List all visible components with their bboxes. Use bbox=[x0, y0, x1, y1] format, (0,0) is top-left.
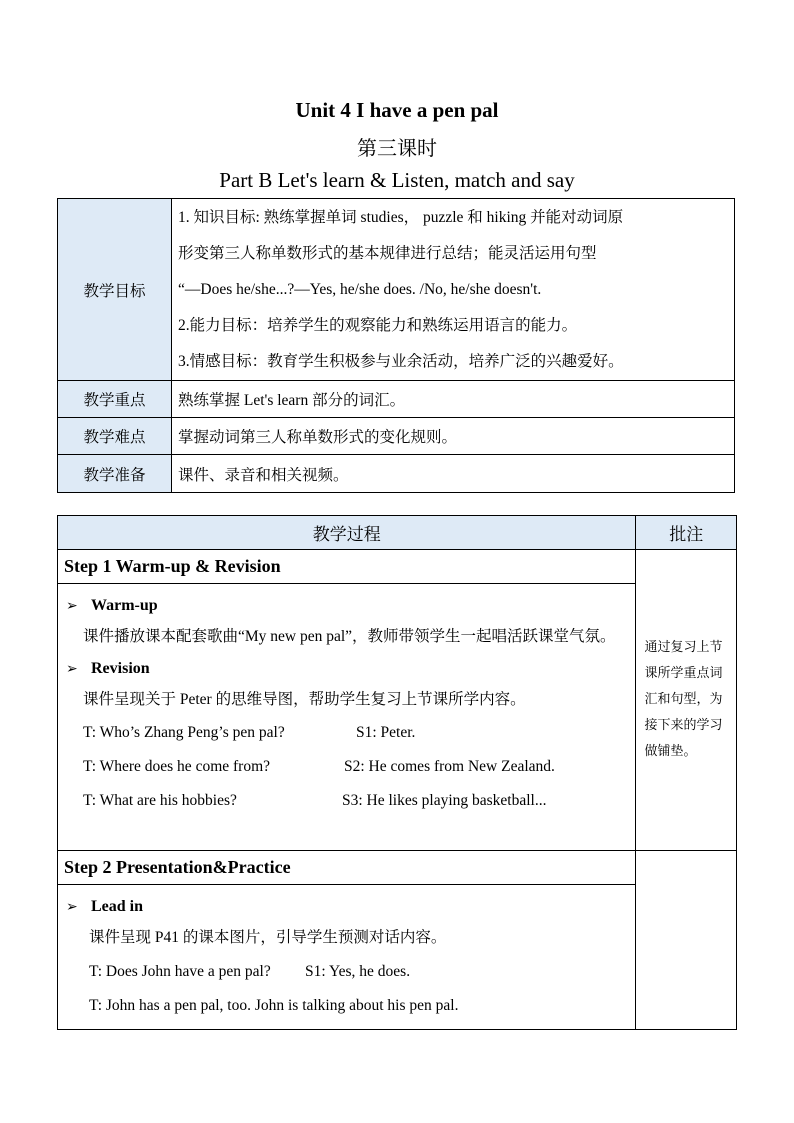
leadin-text: 课件呈现 P41 的课本图片，引导学生预测对话内容。 bbox=[89, 929, 447, 946]
process-column-header: 教学过程 bbox=[58, 516, 636, 550]
lesson-plan-table bbox=[57, 198, 735, 493]
step2-content bbox=[58, 885, 636, 1030]
warmup-text: 课件播放课本配套歌曲“My new pen pal”，教师带领学生一起唱活跃课堂气氛。 bbox=[83, 628, 616, 645]
step2-title: Step 2 Presentation&Practice bbox=[58, 851, 636, 885]
dialogue-line: T: What are his hobbies? S3: He likes playing basketball... bbox=[83, 792, 547, 809]
difficulties-label: 教学难点 bbox=[58, 418, 172, 455]
objectives-cell bbox=[172, 199, 735, 381]
arrow-bullet-icon: ➢ bbox=[66, 598, 78, 614]
objective-line: 3.情感目标：教育学生积极参与业余活动，培养广泛的兴趣爱好。 bbox=[178, 352, 624, 370]
step1-title: Step 1 Warm-up & Revision bbox=[58, 550, 636, 584]
difficulties-text: 掌握动词第三人称单数形式的变化规则。 bbox=[172, 418, 735, 455]
step2-note bbox=[636, 851, 737, 1030]
objective-line: 2.能力目标：培养学生的观察能力和熟练运用语言的能力。 bbox=[178, 316, 578, 334]
objective-line: “—Does he/she...?—Yes, he/she does. /No, he/she doesn't. bbox=[178, 280, 542, 298]
preparation-label: 教学准备 bbox=[58, 455, 172, 493]
lesson-number: 第三课时 bbox=[357, 136, 437, 160]
dialogue-line: T: Does John have a pen pal? S1: Yes, he does. bbox=[89, 963, 411, 980]
warmup-heading: ➢ Warm-up bbox=[66, 597, 158, 614]
objective-line: 形变第三人称单数形式的基本规律进行总结；能灵活运用句型 bbox=[178, 244, 597, 262]
revision-text: 课件呈现关于 Peter 的思维导图，帮助学生复习上节课所学内容。 bbox=[83, 691, 526, 708]
leadin-heading: ➢ Lead in bbox=[66, 898, 144, 915]
key-points-text: 熟练掌握 Let's learn 部分的词汇。 bbox=[172, 381, 735, 418]
objective-line: 1. 知识目标: 熟练掌握单词 studies， puzzle 和 hiking 并能对动词原 bbox=[178, 208, 624, 226]
unit-title: Unit 4 I have a pen pal bbox=[295, 98, 499, 122]
objectives-label: 教学目标 bbox=[58, 199, 172, 381]
revision-heading: ➢ Revision bbox=[66, 660, 150, 677]
teaching-process-table bbox=[57, 515, 737, 1030]
dialogue-line: T: Who’s Zhang Peng’s pen pal? S1: Peter. bbox=[83, 724, 416, 741]
key-points-label: 教学重点 bbox=[58, 381, 172, 418]
lesson-part-title: Part B Let's learn & Listen, match and say bbox=[219, 168, 575, 192]
dialogue-line: T: John has a pen pal, too. John is talking about his pen pal. bbox=[89, 997, 459, 1014]
arrow-bullet-icon: ➢ bbox=[66, 661, 78, 677]
notes-column-header: 批注 bbox=[636, 516, 737, 550]
step1-note: 通过复习上节课所学重点词汇和句型，为接下来的学习做铺垫。 bbox=[636, 550, 737, 851]
dialogue-line: T: Where does he come from? S2: He comes from New Zealand. bbox=[83, 758, 555, 775]
arrow-bullet-icon: ➢ bbox=[66, 899, 78, 915]
preparation-text: 课件、录音和相关视频。 bbox=[172, 455, 735, 493]
step1-content bbox=[58, 584, 636, 851]
